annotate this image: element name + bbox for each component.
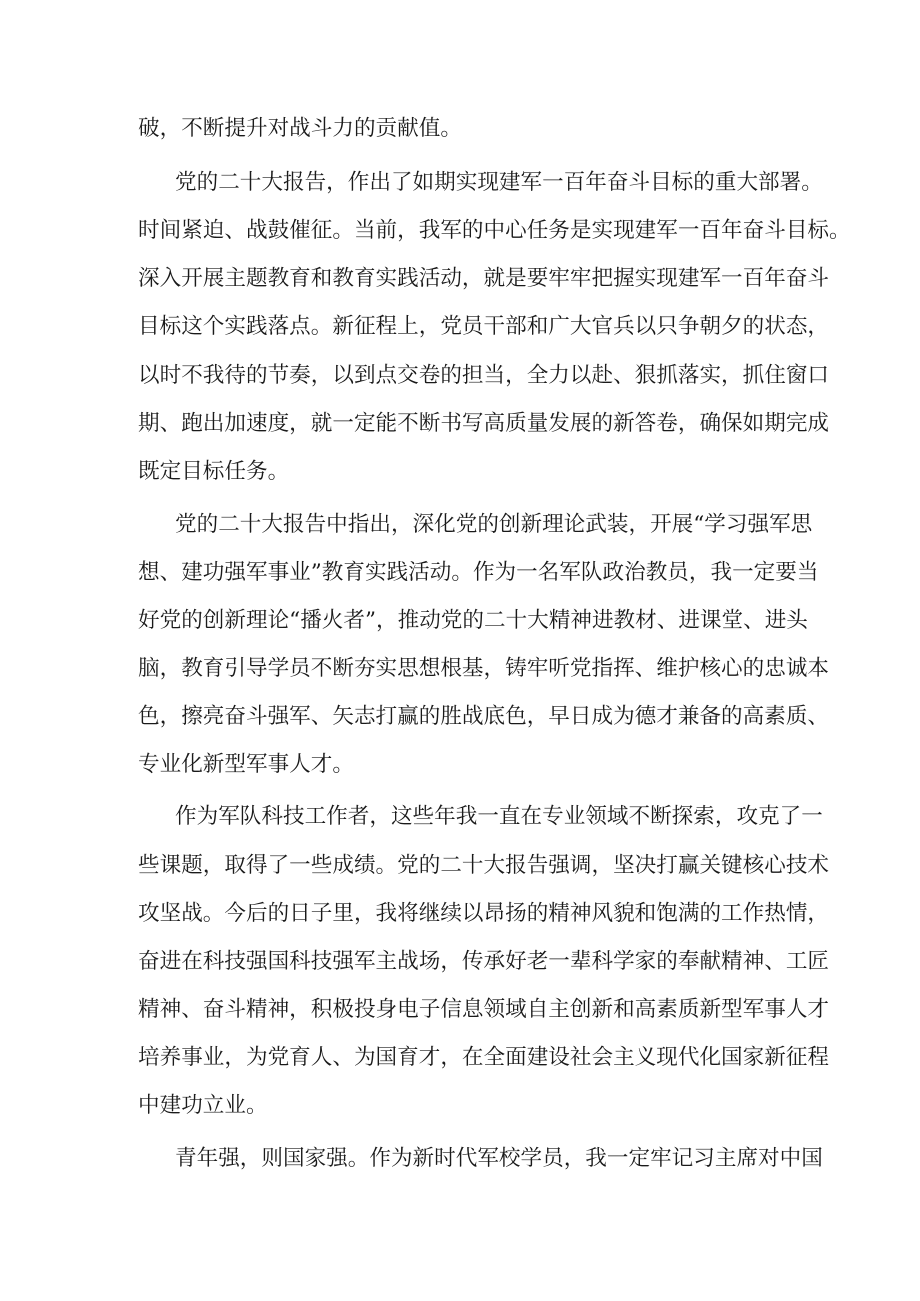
text-line: 党的二十大报告中指出，深化党的创新理论武装，开展“学习强军思 <box>175 512 813 537</box>
text-line: 目标这个实践落点。新征程上，党员干部和广大官兵以只争朝夕的状态， <box>138 314 830 339</box>
text-line: 培养事业，为党育人、为国育才，在全面建设社会主义现代化国家新征程 <box>138 1045 830 1070</box>
text-line: 色，擦亮奋斗强军、矢志打赢的胜战底色，早日成为德才兼备的高素质、 <box>138 704 830 729</box>
text-line: 好党的创新理论“播火者”，推动党的二十大精神进教材、进课堂、进头 <box>138 608 808 633</box>
text-line: 些课题，取得了一些成绩。党的二十大报告强调，坚决打赢关键核心技术 <box>138 853 830 878</box>
text-line: 青年强，则国家强。作为新时代军校学员，我一定牢记习主席对中国 <box>175 1146 823 1171</box>
text-line: 期、跑出加速度，就一定能不断书写高质量发展的新答卷，确保如期完成 <box>138 411 830 436</box>
text-line: 破，不断提升对战斗力的贡献值。 <box>138 116 462 141</box>
text-line: 既定目标任务。 <box>138 459 290 484</box>
text-line: 时间紧迫、战鼓催征。当前，我军的中心任务是实现建军一百年奋斗目标。 <box>138 218 851 243</box>
text-line: 中建功立业。 <box>138 1093 268 1118</box>
text-line: 深入开展主题教育和教育实践活动，就是要牢牢把握实现建军一百年奋斗 <box>138 266 830 291</box>
text-line: 脑，教育引导学员不断夯实思想根基，铸牢听党指挥、维护核心的忠诚本 <box>138 656 830 681</box>
text-line: 奋进在科技强国科技强军主战场，传承好老一辈科学家的奉献精神、工匠 <box>138 949 830 974</box>
text-line: 攻坚战。今后的日子里，我将继续以昂扬的精神风貌和饱满的工作热情， <box>138 901 830 926</box>
text-line: 想、建功强军事业”教育实践活动。作为一名军队政治教员，我一定要当 <box>138 560 819 585</box>
text-line: 以时不我待的节奏，以到点交卷的担当，全力以赴、狠抓落实，抓住窗口 <box>138 363 830 388</box>
text-line: 党的二十大报告，作出了如期实现建军一百年奋斗目标的重大部署。 <box>175 170 823 195</box>
text-line: 精神、奋斗精神，积极投身电子信息领域自主创新和高素质新型军事人才 <box>138 997 830 1022</box>
text-line: 作为军队科技工作者，这些年我一直在专业领域不断探索，攻克了一 <box>175 804 823 829</box>
text-line: 专业化新型军事人才。 <box>138 752 354 777</box>
